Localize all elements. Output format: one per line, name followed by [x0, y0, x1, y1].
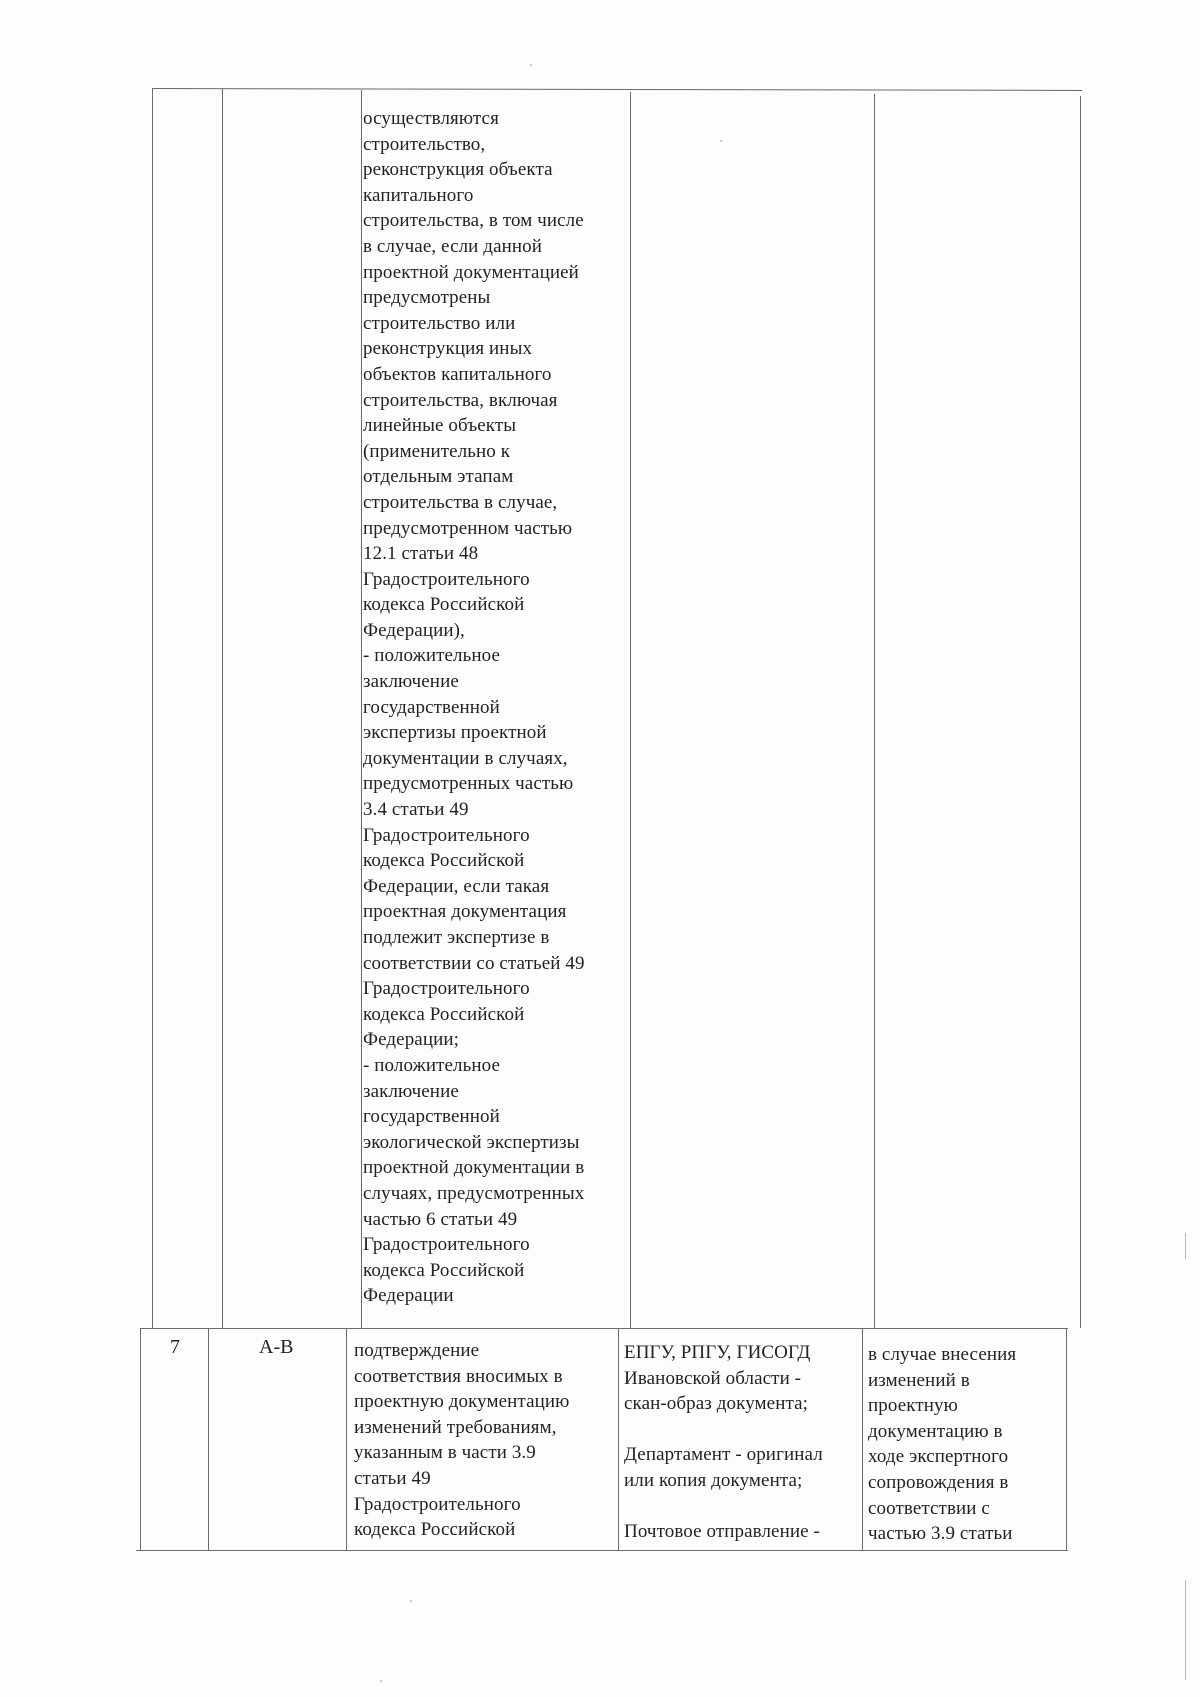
scan-speck [530, 64, 532, 66]
row-code: А-В [259, 1336, 294, 1358]
row7-requirements-text: подтверждение соответствия вносимых в проектную документацию изменений требованиям, указанным в части 3.9 статьи 49 Градостроительного кодекса Российской [354, 1340, 570, 1541]
col-divider-5 [874, 94, 875, 1328]
row7-col-divider-4 [618, 1328, 619, 1550]
row-separator [140, 1328, 1068, 1329]
scan-edge-mark-upper [1185, 1233, 1186, 1259]
scan-edge-mark-lower [1185, 1580, 1186, 1680]
col-divider-1 [152, 88, 153, 1328]
scan-speck [410, 1600, 412, 1602]
row7-col-divider-3 [346, 1328, 347, 1550]
scan-speck [380, 1680, 382, 1682]
table-top-border [152, 88, 1082, 91]
row-number: 7 [170, 1336, 180, 1358]
continuation-requirements-text: осуществляются строительство, реконструкция объекта капитального строительства, в том числе в случае, если данной проектной документацией предусмотрены строительство или реконструкция иных объектов капитального строительства, включая линейные объекты (применительно к отдельным этапам строительства в случае, предусмотренном частью 12.1 статьи 48 Градостроительного кодекса Российской Федерации), - положительное заключение государственной экспертизы проектной документации в случаях, предусмотренных частью 3.4 статьи 49 Градостроительного кодекса Российской Федерации, если такая проектная документация подлежит экспертизе в соответствии со статьей 49 Градостроительного кодекса Российской Федерации; - положительное заключение государственной экологической экспертизы проектной документации в случаях, предусмотренных частью 6 статьи 49 Градостроительного кодекса Российской Федерации [363, 108, 585, 1307]
row7-col-divider-6 [1066, 1328, 1067, 1550]
row7-submission-text: ЕПГУ, РПГУ, ГИСОГД Ивановской области - скан-образ документа; Департамент - оригинал или копия документа; Почтовое отправление - [624, 1342, 823, 1543]
col-divider-3 [361, 90, 362, 1328]
col-divider-6 [1080, 96, 1081, 1328]
table-bottom-border [136, 1550, 1068, 1551]
row7-col-divider-1 [140, 1328, 141, 1550]
col-divider-2 [222, 88, 223, 1328]
scan-speck [720, 140, 722, 142]
row7-col-divider-2 [208, 1328, 209, 1550]
row7-conditions-text: в случае внесения изменений в проектную документацию в ходе экспертного сопровождения в соответствии с частью 3.9 статьи [868, 1344, 1017, 1545]
